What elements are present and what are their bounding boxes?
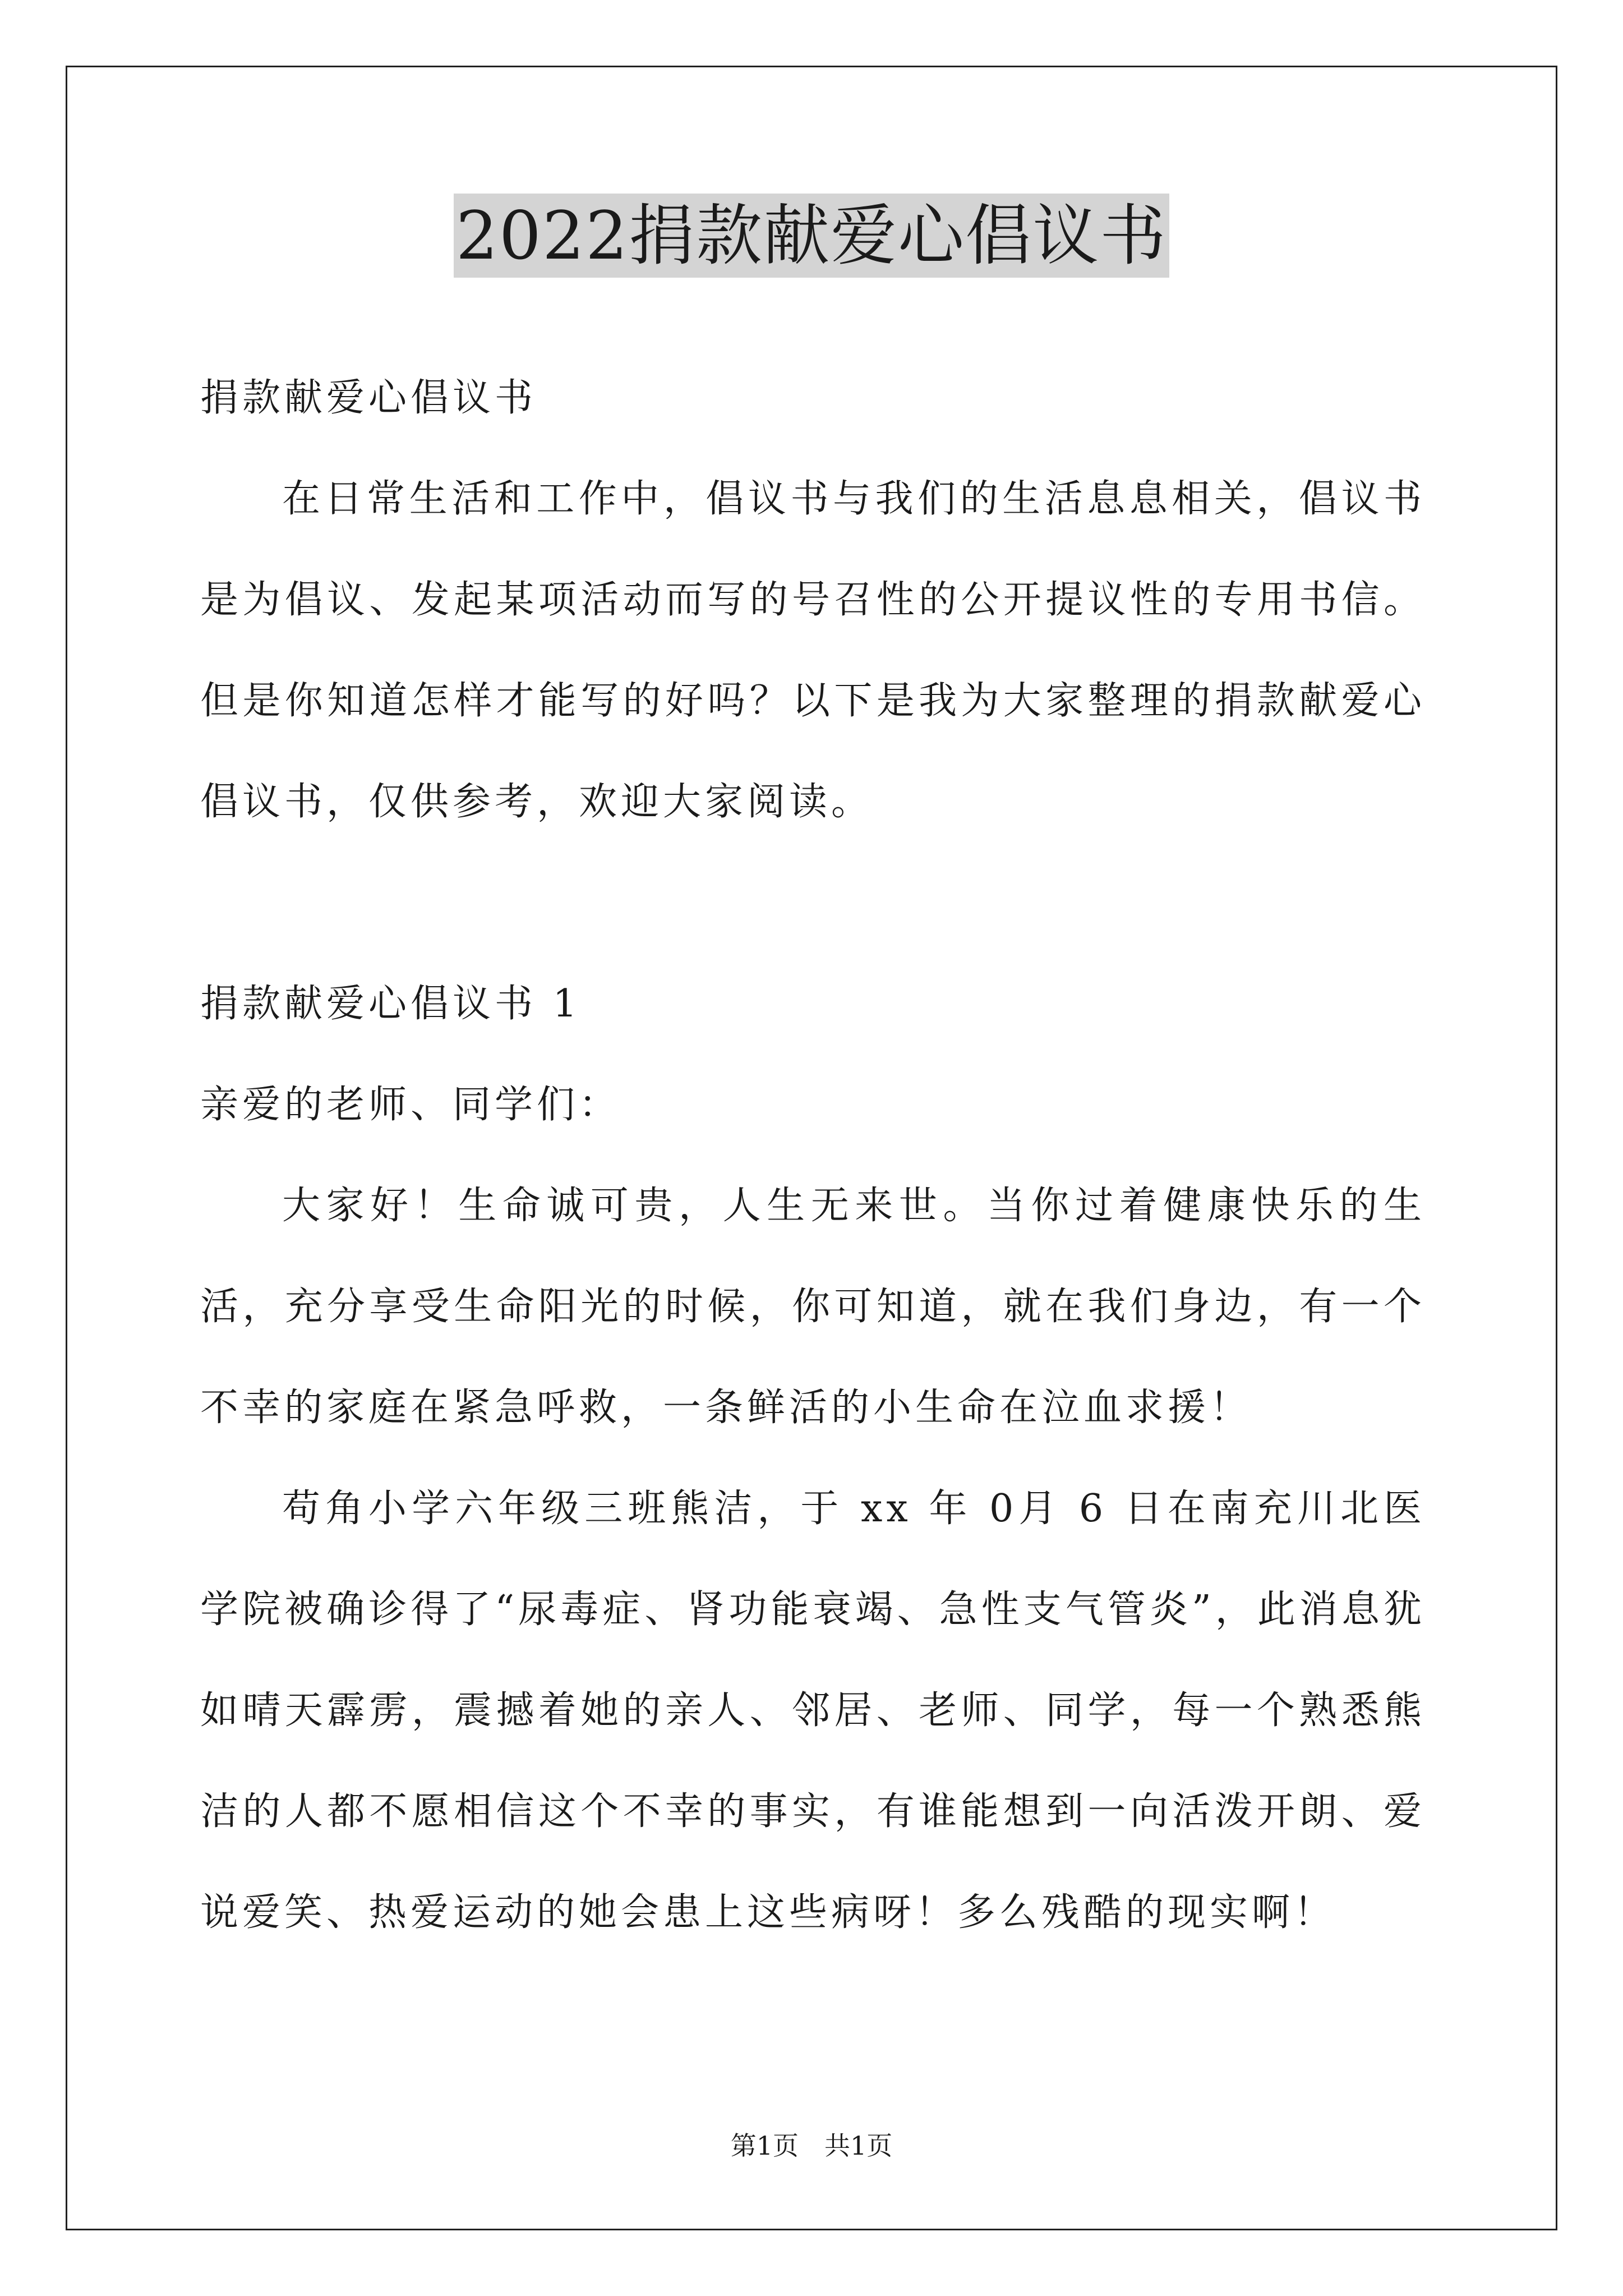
document-title: 2022捐款献爱心倡议书	[454, 194, 1169, 278]
body-paragraph-1: 大家好！生命诚可贵，人生无来世。当你过着健康快乐的生活，充分享受生命阳光的时候，你可知道，就在我们身边，有一个不幸的家庭在紧急呼救，一条鲜活的小生命在泣血求援！	[200, 1184, 1426, 1430]
document-title-wrapper	[0, 194, 1623, 278]
page-number: 第1页 共1页	[730, 2131, 893, 2161]
salutation: 亲爱的老师、同学们：	[200, 1083, 621, 1127]
intro-paragraph: 在日常生活和工作中，倡议书与我们的生活息息相关，倡议书是为倡议、发起某项活动而写的号召性的公开提议性的专用书信。但是你知道怎样才能写的好吗？以下是我为大家整理的捐款献爱心倡议书，仅供参考，欢迎大家阅读。	[200, 477, 1426, 824]
section-heading: 捐款献爱心倡议书 1	[200, 982, 581, 1026]
body-paragraph-2: 苟角小学六年级三班熊洁，于 xx 年 0月 6 日在南充川北医学院被确诊得了“尿毒症、肾功能衰竭、急性支气管炎”，此消息犹如晴天霹雳，震撼着她的亲人、邻居、老师、同学，每一个熟悉熊洁的人都不愿相信这个不幸的事实，有谁能想到一向活泼开朗、爱说爱笑、热爱运动的她会患上这些病呀！多么残酷的现实啊！	[200, 1487, 1426, 1935]
page-footer	[0, 2129, 1623, 2162]
spacer	[200, 853, 1426, 954]
subtitle: 捐款献爱心倡议书	[200, 376, 537, 420]
document-body	[200, 348, 1426, 1963]
